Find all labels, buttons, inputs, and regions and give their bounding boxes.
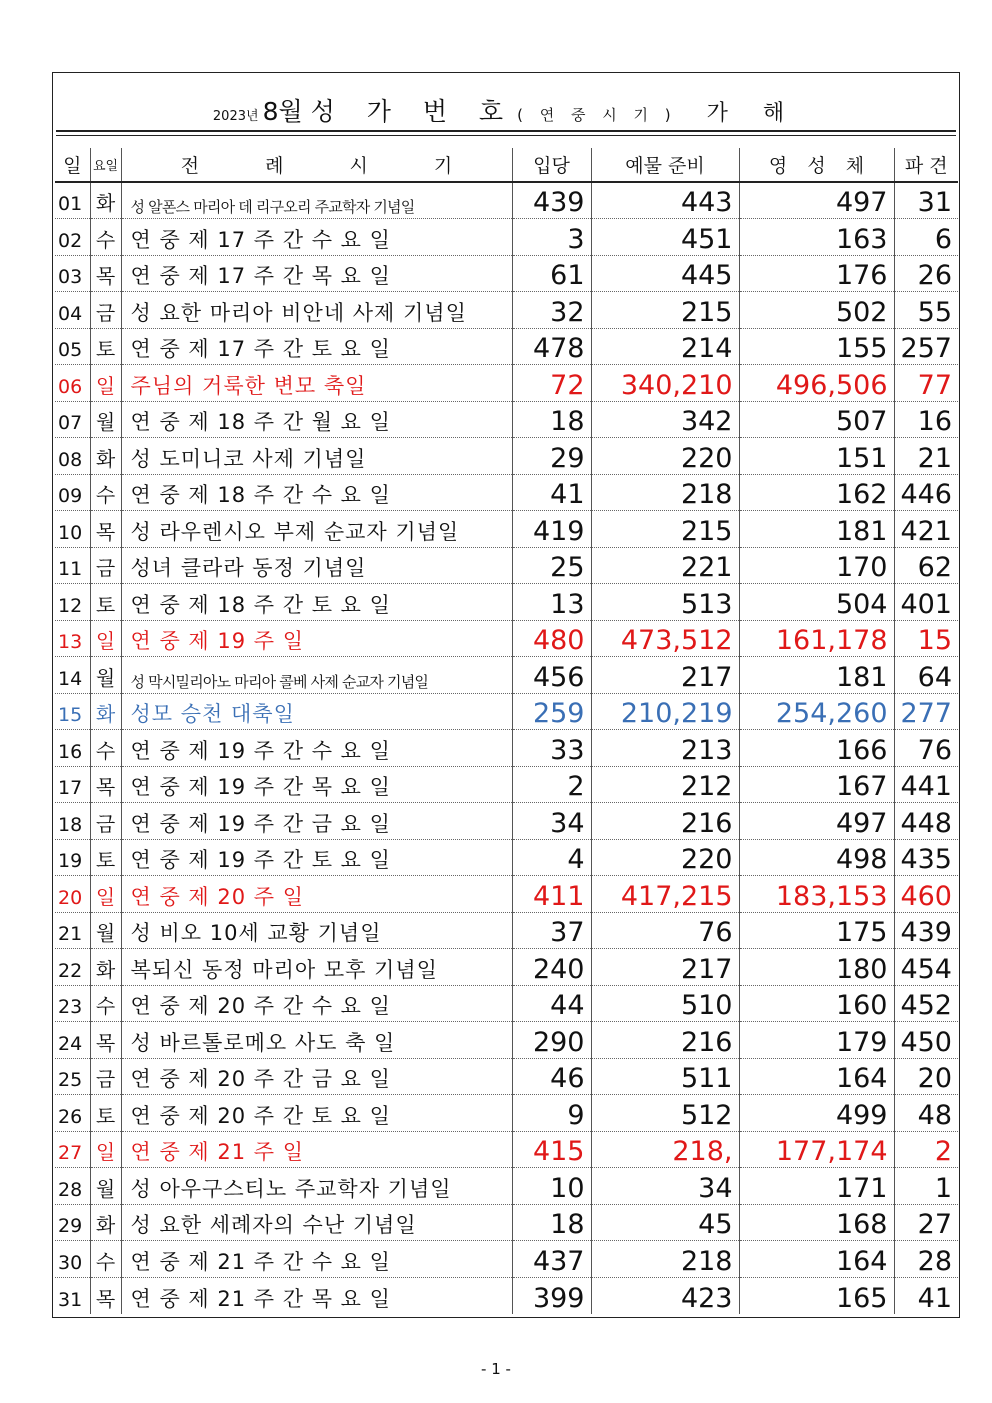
communion-cell: 161,178	[739, 620, 894, 657]
entrance-cell: 4	[512, 839, 591, 876]
offertory-cell: 451	[591, 219, 739, 256]
entrance-cell: 18	[512, 1204, 591, 1241]
liturgy-cell: 연 중 제 20 주 간 토 요 일	[121, 1095, 512, 1132]
entrance-cell: 29	[512, 438, 591, 475]
liturgy-cell: 복되신 동정 마리아 모후 기념일	[121, 949, 512, 986]
communion-cell: 165	[739, 1277, 894, 1314]
liturgy-cell: 성 바르톨로메오 사도 축 일	[121, 1022, 512, 1059]
weekday-cell: 월	[90, 912, 121, 949]
entrance-cell: 437	[512, 1241, 591, 1278]
header-offertory: 예물 준비	[591, 148, 739, 182]
day-cell: 01	[55, 182, 90, 219]
day-cell: 30	[55, 1241, 90, 1278]
page-frame	[52, 72, 960, 1318]
offertory-cell: 342	[591, 401, 739, 438]
communion-cell: 155	[739, 328, 894, 365]
liturgy-cell: 연 중 제 19 주 간 토 요 일	[121, 839, 512, 876]
page-number: - 1 -	[481, 1360, 511, 1378]
dismissal-cell: 421	[894, 511, 958, 548]
day-cell: 28	[55, 1168, 90, 1205]
liturgy-cell: 연 중 제 21 주 간 수 요 일	[121, 1241, 512, 1278]
dismissal-cell: 446	[894, 474, 958, 511]
dismissal-cell: 257	[894, 328, 958, 365]
liturgy-cell: 연 중 제 18 주 간 월 요 일	[121, 401, 512, 438]
weekday-cell: 월	[90, 1168, 121, 1205]
offertory-cell: 213	[591, 730, 739, 767]
dismissal-cell: 439	[894, 912, 958, 949]
day-cell: 25	[55, 1058, 90, 1095]
table-row	[55, 620, 958, 657]
entrance-cell: 439	[512, 182, 591, 219]
day-cell: 12	[55, 584, 90, 621]
dismissal-cell: 16	[894, 401, 958, 438]
dismissal-cell: 31	[894, 182, 958, 219]
header-dismissal: 파 견	[894, 148, 958, 182]
offertory-cell: 423	[591, 1277, 739, 1314]
weekday-cell: 화	[90, 438, 121, 475]
entrance-cell: 415	[512, 1131, 591, 1168]
dismissal-cell: 27	[894, 1204, 958, 1241]
table-row	[55, 328, 958, 365]
communion-cell: 170	[739, 547, 894, 584]
communion-cell: 177,174	[739, 1131, 894, 1168]
communion-cell: 162	[739, 474, 894, 511]
liturgy-cell: 연 중 제 17 주 간 토 요 일	[121, 328, 512, 365]
weekday-cell: 목	[90, 511, 121, 548]
dismissal-cell: 21	[894, 438, 958, 475]
day-cell: 05	[55, 328, 90, 365]
table-row	[55, 474, 958, 511]
day-cell: 06	[55, 365, 90, 402]
communion-cell: 502	[739, 292, 894, 329]
weekday-cell: 일	[90, 876, 121, 913]
offertory-cell: 513	[591, 584, 739, 621]
entrance-cell: 240	[512, 949, 591, 986]
communion-cell: 164	[739, 1241, 894, 1278]
offertory-cell: 212	[591, 766, 739, 803]
entrance-cell: 18	[512, 401, 591, 438]
table-row	[55, 1058, 958, 1095]
entrance-cell: 3	[512, 219, 591, 256]
day-cell: 31	[58, 1288, 83, 1311]
day-cell: 07	[55, 401, 90, 438]
offertory-cell: 512	[591, 1095, 739, 1132]
table-row	[55, 1241, 958, 1278]
communion-cell: 160	[739, 985, 894, 1022]
weekday-cell: 목	[90, 1022, 121, 1059]
table-row	[55, 182, 958, 219]
table-row	[55, 839, 958, 876]
communion-cell: 496,506	[739, 365, 894, 402]
liturgy-cell: 연 중 제 19 주 간 금 요 일	[121, 803, 512, 840]
title-divider	[56, 130, 956, 132]
offertory-cell: 215	[591, 292, 739, 329]
table-row	[55, 219, 958, 256]
entrance-cell: 32	[512, 292, 591, 329]
entrance-cell: 411	[512, 876, 591, 913]
day-cell: 22	[55, 949, 90, 986]
table-header-row	[55, 148, 958, 182]
table-row	[55, 803, 958, 840]
dismissal-cell: 55	[894, 292, 958, 329]
day-cell: 27	[55, 1131, 90, 1168]
dismissal-cell: 452	[894, 985, 958, 1022]
title-year: 2023년	[212, 109, 259, 124]
table-row	[55, 985, 958, 1022]
entrance-cell: 25	[512, 547, 591, 584]
liturgy-cell: 연 중 제 18 주 간 수 요 일	[121, 474, 512, 511]
communion-cell: 181	[739, 657, 894, 694]
page-title	[53, 73, 958, 131]
day-cell: 15	[55, 693, 90, 730]
liturgy-cell: 연 중 제 18 주 간 토 요 일	[121, 584, 512, 621]
entrance-cell: 33	[512, 730, 591, 767]
weekday-cell: 수	[90, 1241, 121, 1278]
day-cell: 26	[55, 1095, 90, 1132]
table-row	[55, 547, 958, 584]
entrance-cell: 72	[512, 365, 591, 402]
title-main: 성 가 번 호	[310, 97, 516, 126]
dismissal-cell: 26	[894, 255, 958, 292]
weekday-cell: 토	[90, 584, 121, 621]
liturgy-cell: 성 비오 10세 교황 기념일	[121, 912, 512, 949]
table-row	[55, 584, 958, 621]
liturgy-cell: 연 중 제 17 주 간 수 요 일	[121, 219, 512, 256]
offertory-cell: 510	[591, 985, 739, 1022]
offertory-cell: 218,	[591, 1131, 739, 1168]
liturgy-cell: 성 요한 마리아 비안네 사제 기념일	[121, 292, 512, 329]
entrance-cell: 9	[512, 1095, 591, 1132]
liturgy-cell: 연 중 제 20 주 일	[121, 876, 512, 913]
dismissal-cell: 41	[894, 1277, 958, 1314]
table-row	[55, 255, 958, 292]
table-row	[55, 1168, 958, 1205]
hymn-table	[55, 148, 958, 1314]
header-entrance: 입당	[512, 148, 591, 182]
table-row	[55, 693, 958, 730]
dismissal-cell: 48	[894, 1095, 958, 1132]
communion-cell: 176	[739, 255, 894, 292]
communion-cell: 171	[739, 1168, 894, 1205]
weekday-cell: 토	[90, 839, 121, 876]
table-row	[55, 1277, 958, 1314]
table-row	[55, 1204, 958, 1241]
entrance-cell: 46	[512, 1058, 591, 1095]
liturgy-cell: 성 도미니코 사제 기념일	[121, 438, 512, 475]
weekday-cell: 수	[90, 985, 121, 1022]
offertory-cell: 443	[591, 182, 739, 219]
liturgy-cell: 성 요한 세례자의 수난 기념일	[121, 1204, 512, 1241]
offertory-cell: 217	[591, 949, 739, 986]
dismissal-cell: 64	[894, 657, 958, 694]
weekday-cell: 수	[90, 474, 121, 511]
table-row	[55, 912, 958, 949]
entrance-cell: 480	[512, 620, 591, 657]
table-row	[55, 766, 958, 803]
offertory-cell: 417,215	[591, 876, 739, 913]
day-cell: 19	[55, 839, 90, 876]
communion-cell: 254,260	[739, 693, 894, 730]
weekday-cell: 화	[90, 182, 121, 219]
weekday-cell: 월	[90, 401, 121, 438]
offertory-cell: 34	[591, 1168, 739, 1205]
day-cell: 24	[55, 1022, 90, 1059]
day-cell: 17	[55, 766, 90, 803]
weekday-cell: 일	[90, 365, 121, 402]
offertory-cell: 220	[591, 438, 739, 475]
offertory-cell: 473,512	[591, 620, 739, 657]
dismissal-cell: 15	[894, 620, 958, 657]
offertory-cell: 214	[591, 328, 739, 365]
liturgy-cell: 연 중 제 21 주 간 목 요 일	[121, 1277, 512, 1314]
communion-cell: 181	[739, 511, 894, 548]
liturgy-cell: 성녀 클라라 동정 기념일	[121, 547, 512, 584]
entrance-cell: 10	[512, 1168, 591, 1205]
weekday-cell: 금	[90, 547, 121, 584]
table-row	[55, 292, 958, 329]
offertory-cell: 218	[591, 474, 739, 511]
day-cell: 09	[55, 474, 90, 511]
liturgy-cell: 연 중 제 21 주 일	[121, 1131, 512, 1168]
communion-cell: 183,153	[739, 876, 894, 913]
day-cell: 10	[55, 511, 90, 548]
offertory-cell: 210,219	[591, 693, 739, 730]
weekday-cell: 월	[90, 657, 121, 694]
liturgy-cell: 성모 승천 대축일	[121, 693, 512, 730]
header-weekday: 요일	[90, 148, 121, 182]
weekday-cell: 일	[90, 1131, 121, 1168]
dismissal-cell: 277	[894, 693, 958, 730]
header-day: 일	[55, 148, 90, 182]
dismissal-cell: 2	[894, 1131, 958, 1168]
weekday-cell: 화	[90, 693, 121, 730]
day-cell: 14	[55, 657, 90, 694]
table-row	[55, 401, 958, 438]
table-row	[55, 876, 958, 913]
weekday-cell: 수	[90, 730, 121, 767]
communion-cell: 180	[739, 949, 894, 986]
communion-cell: 175	[739, 912, 894, 949]
entrance-cell: 34	[512, 803, 591, 840]
offertory-cell: 45	[591, 1204, 739, 1241]
entrance-cell: 44	[512, 985, 591, 1022]
day-cell: 11	[55, 547, 90, 584]
dismissal-cell: 77	[894, 365, 958, 402]
dismissal-cell: 6	[894, 219, 958, 256]
day-cell: 29	[55, 1204, 90, 1241]
entrance-cell: 399	[512, 1277, 591, 1314]
liturgy-cell: 연 중 제 19 주 간 수 요 일	[121, 730, 512, 767]
liturgy-cell: 성 막시밀리아노 마리아 콜베 사제 순교자 기념일	[121, 657, 512, 694]
dismissal-cell: 20	[894, 1058, 958, 1095]
liturgy-cell: 성 라우렌시오 부제 순교자 기념일	[121, 511, 512, 548]
entrance-cell: 61	[512, 255, 591, 292]
table-row	[55, 1095, 958, 1132]
liturgy-cell: 연 중 제 17 주 간 목 요 일	[121, 255, 512, 292]
weekday-cell: 토	[90, 1095, 121, 1132]
entrance-cell: 259	[512, 693, 591, 730]
dismissal-cell: 448	[894, 803, 958, 840]
weekday-cell: 토	[90, 328, 121, 365]
day-cell: 04	[55, 292, 90, 329]
entrance-cell: 419	[512, 511, 591, 548]
communion-cell: 179	[739, 1022, 894, 1059]
header-liturgy: 전 례 시 기	[121, 148, 512, 182]
offertory-cell: 216	[591, 803, 739, 840]
entrance-cell: 478	[512, 328, 591, 365]
weekday-cell: 화	[90, 1204, 121, 1241]
liturgy-cell: 연 중 제 20 주 간 금 요 일	[121, 1058, 512, 1095]
communion-cell: 507	[739, 401, 894, 438]
communion-cell: 168	[739, 1204, 894, 1241]
communion-cell: 163	[739, 219, 894, 256]
weekday-cell: 일	[90, 620, 121, 657]
weekday-cell: 금	[90, 292, 121, 329]
title-divider-thin	[56, 135, 956, 136]
table-row	[55, 438, 958, 475]
weekday-cell: 목	[90, 766, 121, 803]
communion-cell: 151	[739, 438, 894, 475]
weekday-cell: 금	[90, 803, 121, 840]
weekday-cell: 금	[90, 1058, 121, 1095]
entrance-cell: 290	[512, 1022, 591, 1059]
entrance-cell: 2	[512, 766, 591, 803]
communion-cell: 167	[739, 766, 894, 803]
entrance-cell: 456	[512, 657, 591, 694]
liturgy-cell: 성 알폰스 마리아 데 리구오리 주교학자 기념일	[121, 182, 512, 219]
offertory-cell: 220	[591, 839, 739, 876]
dismissal-cell: 435	[894, 839, 958, 876]
communion-cell: 497	[739, 182, 894, 219]
day-cell: 02	[55, 219, 90, 256]
dismissal-cell: 401	[894, 584, 958, 621]
communion-cell: 166	[739, 730, 894, 767]
day-cell: 23	[55, 985, 90, 1022]
offertory-cell: 445	[591, 255, 739, 292]
dismissal-cell: 62	[894, 547, 958, 584]
title-month: 8월	[262, 97, 303, 126]
offertory-cell: 216	[591, 1022, 739, 1059]
title-season: ( 연 중 시 기 )	[517, 106, 677, 124]
dismissal-cell: 441	[894, 766, 958, 803]
liturgy-cell: 성 아우구스티노 주교학자 기념일	[121, 1168, 512, 1205]
communion-cell: 497	[739, 803, 894, 840]
offertory-cell: 511	[591, 1058, 739, 1095]
offertory-cell: 76	[591, 912, 739, 949]
liturgy-cell: 주님의 거룩한 변모 축일	[121, 365, 512, 402]
offertory-cell: 221	[591, 547, 739, 584]
liturgy-cell: 연 중 제 20 주 간 수 요 일	[121, 985, 512, 1022]
entrance-cell: 37	[512, 912, 591, 949]
dismissal-cell: 454	[894, 949, 958, 986]
liturgy-cell: 연 중 제 19 주 간 목 요 일	[121, 766, 512, 803]
header-communion: 영 성 체	[739, 148, 894, 182]
day-cell: 18	[55, 803, 90, 840]
communion-cell: 504	[739, 584, 894, 621]
weekday-cell: 화	[90, 949, 121, 986]
dismissal-cell: 76	[894, 730, 958, 767]
day-cell: 08	[55, 438, 90, 475]
weekday-cell: 목	[90, 1277, 121, 1314]
title-cycle: 가 해	[706, 101, 799, 126]
day-cell: 03	[55, 255, 90, 292]
communion-cell: 498	[739, 839, 894, 876]
offertory-cell: 215	[591, 511, 739, 548]
table-row	[55, 365, 958, 402]
offertory-cell: 218	[591, 1241, 739, 1278]
table-row	[55, 730, 958, 767]
entrance-cell: 13	[512, 584, 591, 621]
table-row	[55, 657, 958, 694]
dismissal-cell: 1	[894, 1168, 958, 1205]
offertory-cell: 340,210	[591, 365, 739, 402]
day-cell: 20	[55, 876, 90, 913]
weekday-cell: 목	[90, 255, 121, 292]
dismissal-cell: 450	[894, 1022, 958, 1059]
communion-cell: 499	[739, 1095, 894, 1132]
weekday-cell: 수	[90, 219, 121, 256]
day-cell: 16	[55, 730, 90, 767]
communion-cell: 164	[739, 1058, 894, 1095]
dismissal-cell: 460	[894, 876, 958, 913]
table-row	[55, 1131, 958, 1168]
day-cell: 21	[55, 912, 90, 949]
table-row	[55, 1022, 958, 1059]
table-row	[55, 949, 958, 986]
day-cell: 13	[55, 620, 90, 657]
liturgy-cell: 연 중 제 19 주 일	[121, 620, 512, 657]
table-row	[55, 511, 958, 548]
entrance-cell: 41	[512, 474, 591, 511]
offertory-cell: 217	[591, 657, 739, 694]
dismissal-cell: 28	[894, 1241, 958, 1278]
